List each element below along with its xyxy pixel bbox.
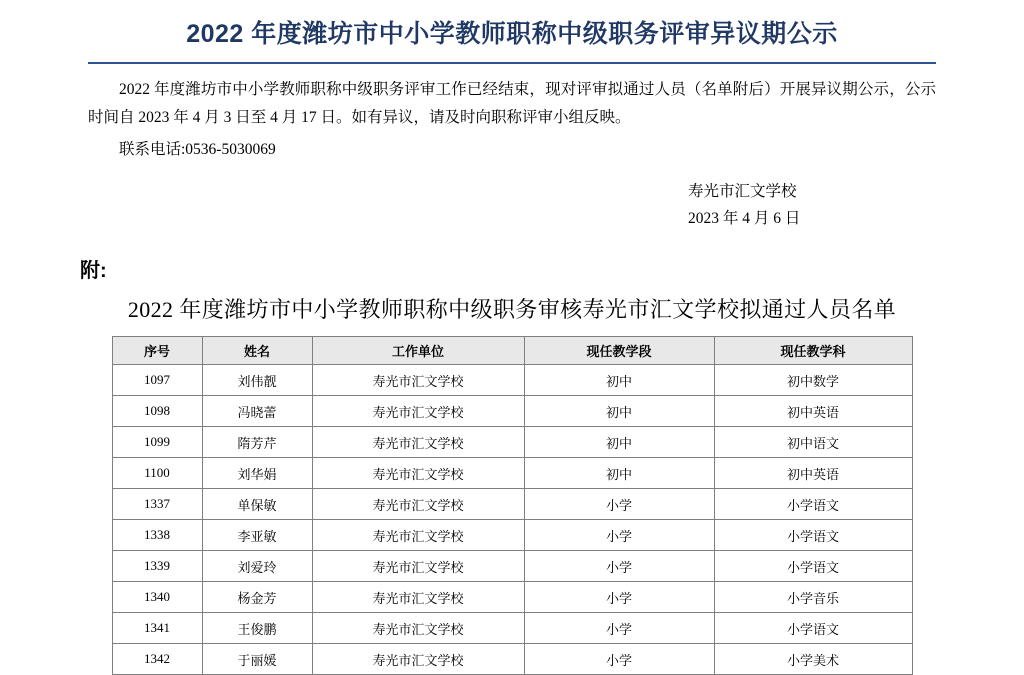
cell-name: 于丽媛 — [202, 644, 312, 675]
signature-date: 2023 年 4 月 6 日 — [688, 210, 801, 227]
signature-organization: 寿光市汇文学校 — [688, 183, 797, 200]
cell-index: 1100 — [112, 458, 202, 489]
cell-stage: 初中 — [524, 396, 714, 427]
notice-paragraph: 2022 年度潍坊市中小学教师职称中级职务评审工作已经结束，现对评审拟通过人员（名单附后）开展异议期公示，公示时间自 2023 年 4 月 3 日至 4 月 17 日。如有异议，请及时向职称评审小组反映。 — [88, 81, 936, 126]
cell-workplace: 寿光市汇文学校 — [312, 551, 524, 582]
attachment-label: 附: — [80, 260, 107, 282]
cell-name: 刘伟靓 — [202, 365, 312, 396]
cell-subject: 初中英语 — [714, 396, 912, 427]
cell-index: 1099 — [112, 427, 202, 458]
cell-index: 1340 — [112, 582, 202, 613]
table-row — [112, 427, 912, 458]
cell-name: 杨金芳 — [202, 582, 312, 613]
cell-subject: 初中数学 — [714, 365, 912, 396]
cell-subject: 小学语文 — [714, 551, 912, 582]
cell-name: 李亚敏 — [202, 520, 312, 551]
cell-stage: 初中 — [524, 427, 714, 458]
cell-subject: 小学音乐 — [714, 582, 912, 613]
contact-phone: 联系电话:0536-5030069 — [119, 141, 276, 158]
cell-workplace: 寿光市汇文学校 — [312, 427, 524, 458]
signature-block — [88, 178, 936, 232]
cell-workplace: 寿光市汇文学校 — [312, 644, 524, 675]
cell-workplace: 寿光市汇文学校 — [312, 458, 524, 489]
cell-workplace: 寿光市汇文学校 — [312, 582, 524, 613]
cell-index: 1339 — [112, 551, 202, 582]
table-row — [112, 520, 912, 551]
table-row — [112, 582, 912, 613]
table-row — [112, 489, 912, 520]
column-header-subject: 现任教学科 — [714, 337, 912, 365]
column-header-stage: 现任教学段 — [524, 337, 714, 365]
cell-stage: 初中 — [524, 365, 714, 396]
cell-subject: 小学美术 — [714, 644, 912, 675]
cell-index: 1337 — [112, 489, 202, 520]
cell-stage: 小学 — [524, 551, 714, 582]
cell-subject: 小学语文 — [714, 613, 912, 644]
cell-subject: 初中语文 — [714, 427, 912, 458]
cell-workplace: 寿光市汇文学校 — [312, 365, 524, 396]
column-header-workplace: 工作单位 — [312, 337, 524, 365]
cell-index: 1097 — [112, 365, 202, 396]
cell-stage: 小学 — [524, 644, 714, 675]
cell-stage: 初中 — [524, 458, 714, 489]
cell-stage: 小学 — [524, 613, 714, 644]
cell-subject: 初中英语 — [714, 458, 912, 489]
cell-name: 王俊鹏 — [202, 613, 312, 644]
cell-stage: 小学 — [524, 489, 714, 520]
cell-name: 冯晓蕾 — [202, 396, 312, 427]
cell-workplace: 寿光市汇文学校 — [312, 520, 524, 551]
table-row — [112, 365, 912, 396]
cell-name: 单保敏 — [202, 489, 312, 520]
column-header-name: 姓名 — [202, 337, 312, 365]
cell-index: 1098 — [112, 396, 202, 427]
cell-stage: 小学 — [524, 582, 714, 613]
table-row — [112, 551, 912, 582]
roster-table — [112, 336, 913, 675]
table-row — [112, 396, 912, 427]
table-header-row — [112, 337, 912, 365]
cell-workplace: 寿光市汇文学校 — [312, 396, 524, 427]
column-header-index: 序号 — [112, 337, 202, 365]
cell-index: 1338 — [112, 520, 202, 551]
roster-table-body — [112, 365, 912, 675]
cell-index: 1342 — [112, 644, 202, 675]
table-row — [112, 644, 912, 675]
roster-title: 2022 年度潍坊市中小学教师职称中级职务审核寿光市汇文学校拟通过人员名单 — [127, 297, 897, 322]
cell-index: 1341 — [112, 613, 202, 644]
page-title: 2022 年度潍坊市中小学教师职称中级职务评审异议期公示 — [186, 20, 838, 48]
table-row — [112, 613, 912, 644]
cell-name: 刘华娟 — [202, 458, 312, 489]
table-row — [112, 458, 912, 489]
cell-subject: 小学语文 — [714, 489, 912, 520]
cell-workplace: 寿光市汇文学校 — [312, 489, 524, 520]
cell-stage: 小学 — [524, 520, 714, 551]
cell-workplace: 寿光市汇文学校 — [312, 613, 524, 644]
document-body — [88, 64, 936, 232]
cell-subject: 小学语文 — [714, 520, 912, 551]
cell-name: 刘爱玲 — [202, 551, 312, 582]
cell-name: 隋芳芹 — [202, 427, 312, 458]
